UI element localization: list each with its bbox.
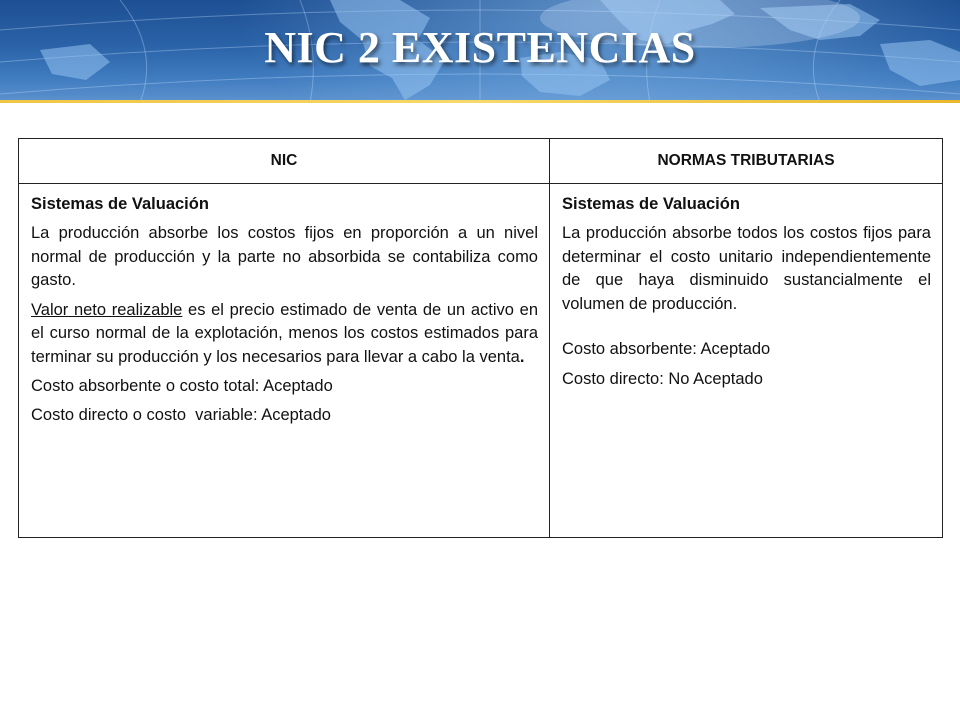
nic-heading: Sistemas de Valuación bbox=[31, 195, 209, 213]
table-header-row bbox=[19, 139, 943, 184]
banner-accent-line bbox=[0, 100, 960, 103]
column-header-normas-tributarias: NORMAS TRIBUTARIAS bbox=[550, 139, 943, 184]
slide-title: NIC 2 EXISTENCIAS bbox=[264, 23, 696, 72]
comparison-table bbox=[18, 138, 943, 538]
tributarias-costing-directo: Costo directo: No Aceptado bbox=[562, 369, 763, 388]
nic-paragraph-absorption: La producción absorbe los costos fijos en proporción a un nivel normal de producción y la parte no absorbida se contabiliza como gasto. bbox=[31, 224, 538, 290]
tributarias-costing-absorbente: Costo absorbente: Aceptado bbox=[562, 340, 771, 359]
header-banner bbox=[0, 0, 960, 103]
tributarias-cell bbox=[550, 184, 943, 538]
vnr-term: Valor neto realizable bbox=[31, 300, 183, 319]
vnr-period: . bbox=[519, 347, 525, 366]
tributarias-paragraph-absorption: La producción absorbe todos los costos fijos para determinar el costo unitario independientemente de que haya disminuido sustancialmente el volumen de producción. bbox=[562, 224, 931, 313]
nic-costing-directo: Costo directo o costo variable: Aceptado bbox=[31, 406, 331, 425]
vnr-definition: es el precio estimado de venta de un activo en el curso normal de la explotación, menos los costos estimados para terminar su producción y los necesarios para llevar a cabo la venta bbox=[31, 300, 538, 366]
table-row bbox=[19, 184, 943, 538]
tributarias-heading: Sistemas de Valuación bbox=[562, 195, 740, 213]
nic-cell bbox=[19, 184, 550, 538]
spacer bbox=[562, 322, 931, 338]
nic-paragraph-vnr bbox=[31, 299, 538, 369]
column-header-nic: NIC bbox=[19, 139, 550, 184]
nic-costing-absorbente: Costo absorbente o costo total: Aceptado bbox=[31, 376, 333, 395]
